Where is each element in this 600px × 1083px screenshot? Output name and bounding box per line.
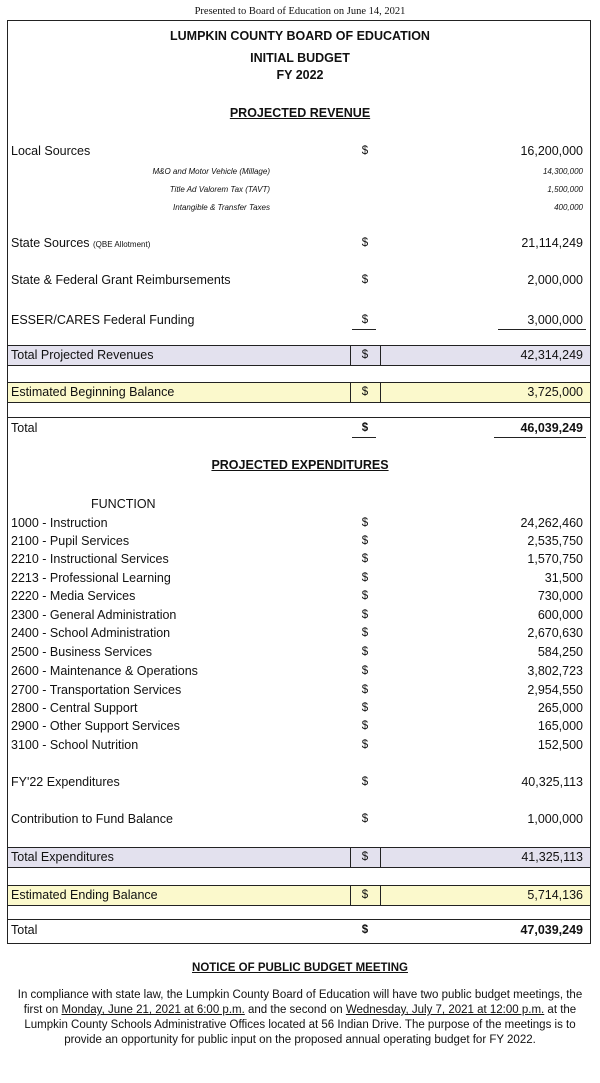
dollar-sign: $ [361, 274, 369, 286]
expenditure-item-label: 3100 - School Nutrition [11, 738, 139, 752]
expenditure-item-label: 2100 - Pupil Services [11, 534, 130, 548]
dollar-sign: $ [361, 553, 369, 565]
column-divider [350, 382, 351, 403]
dollar-sign: $ [361, 349, 369, 361]
ending-balance-label: Estimated Ending Balance [11, 888, 158, 902]
sub-intangible-amount: 400,000 [554, 203, 583, 212]
dollar-sign: $ [361, 851, 369, 863]
dollar-sign: $ [361, 145, 369, 157]
expenditure-item-amount: 31,500 [544, 571, 583, 585]
expenditure-item-amount: 152,500 [537, 738, 583, 752]
underline [498, 329, 586, 330]
total-expenditures-label: Total Expenditures [11, 850, 114, 864]
presented-note: Presented to Board of Education on June 14, 2021 [194, 6, 406, 17]
dollar-sign: $ [361, 720, 369, 732]
dollar-sign: $ [361, 517, 369, 529]
total-revenues-label: Total Projected Revenues [11, 348, 154, 362]
notice-paragraph: In compliance with state law, the Lumpkin County Board of Education will have two public budget meetings, the first on Monday, June 21, 2021 at 6:00 p.m. and the second on Wednesday, July 7, 2021 at 12:00 p.m. at the Lumpkin County Schools Administrative Offices located at 56 Indian Drive. The purpose of the meetings is to provide an opportunity for public input on the proposed annual operating budget for FY 2022. [17, 989, 583, 1046]
local-sources-label: Local Sources [11, 144, 91, 158]
sub-millage-label: M&O and Motor Vehicle (Millage) [152, 167, 270, 176]
org-title: LUMPKIN COUNTY BOARD OF EDUCATION [170, 29, 430, 43]
dollar-sign: $ [361, 684, 369, 696]
dollar-sign: $ [361, 590, 369, 602]
contribution-label: Contribution to Fund Balance [11, 812, 173, 826]
dollar-sign: $ [361, 646, 369, 658]
esser-label: ESSER/CARES Federal Funding [11, 313, 195, 327]
dollar-sign: $ [361, 314, 369, 326]
column-divider [380, 885, 381, 906]
dollar-sign: $ [361, 924, 369, 936]
beginning-balance-label: Estimated Beginning Balance [11, 385, 175, 399]
expenditure-item-label: 2210 - Instructional Services [11, 552, 169, 566]
column-divider [350, 847, 351, 868]
revenue-total-label: Total [11, 421, 38, 435]
expenditure-item-amount: 1,570,750 [527, 552, 583, 566]
expenditure-item-label: 2400 - School Administration [11, 626, 171, 640]
expenditure-item-amount: 165,000 [537, 719, 583, 733]
function-header: FUNCTION [91, 497, 156, 511]
dollar-sign: $ [361, 386, 369, 398]
expenditure-item-amount: 584,250 [537, 645, 583, 659]
expenditure-item-amount: 3,802,723 [527, 664, 583, 678]
expenditure-item-label: 2900 - Other Support Services [11, 719, 180, 733]
contribution-amount: 1,000,000 [527, 812, 583, 826]
dollar-sign: $ [361, 702, 369, 714]
meeting-date-1: Monday, June 21, 2021 at 6:00 p.m. [61, 1004, 245, 1016]
dollar-sign: $ [361, 609, 369, 621]
column-divider [350, 885, 351, 906]
state-sources-amount: 21,114,249 [521, 236, 583, 250]
expenditure-item-label: 2213 - Professional Learning [11, 571, 171, 585]
expenditure-item-amount: 265,000 [537, 701, 583, 715]
column-divider [380, 345, 381, 366]
dollar-sign: $ [361, 739, 369, 751]
dollar-sign: $ [361, 237, 369, 249]
dollar-sign: $ [361, 535, 369, 547]
dollar-sign: $ [361, 627, 369, 639]
ending-balance-amount: 5,714,136 [527, 888, 583, 902]
expenditure-item-label: 2300 - General Administration [11, 608, 177, 622]
expenditure-item-label: 2500 - Business Services [11, 645, 153, 659]
expenditure-total-amount: 47,039,249 [520, 923, 583, 937]
sub-intangible-label: Intangible & Transfer Taxes [173, 203, 270, 212]
notice-title: NOTICE OF PUBLIC BUDGET MEETING [192, 962, 408, 974]
dollar-sign: $ [361, 422, 369, 434]
expenditure-item-amount: 600,000 [537, 608, 583, 622]
local-sources-amount: 16,200,000 [520, 144, 583, 158]
sub-tavt-amount: 1,500,000 [547, 185, 583, 194]
expenditure-item-amount: 730,000 [537, 589, 583, 603]
total-revenues-amount: 42,314,249 [520, 348, 583, 362]
expenditure-item-amount: 2,670,630 [527, 626, 583, 640]
meeting-date-2: Wednesday, July 7, 2021 at 12:00 p.m. [345, 1004, 545, 1016]
fy22-expenditures-amount: 40,325,113 [521, 775, 583, 789]
sub-tavt-label: Title Ad Valorem Tax (TAVT) [169, 185, 270, 194]
doc-title: INITIAL BUDGET [250, 51, 350, 65]
underline [352, 437, 376, 438]
dollar-sign: $ [361, 776, 369, 788]
expenditure-item-amount: 2,535,750 [527, 534, 583, 548]
underline [494, 437, 586, 438]
budget-frame [7, 20, 591, 944]
esser-amount: 3,000,000 [527, 313, 583, 327]
expenditure-item-label: 2700 - Transportation Services [11, 683, 182, 697]
expenditure-item-label: 2600 - Maintenance & Operations [11, 664, 198, 678]
column-divider [380, 847, 381, 868]
expenditure-item-amount: 24,262,460 [520, 516, 583, 530]
state-sources-label: State Sources (QBE Allotment) [11, 236, 151, 250]
dollar-sign: $ [361, 889, 369, 901]
expenditure-item-label: 2220 - Media Services [11, 589, 136, 603]
sub-millage-amount: 14,300,000 [542, 167, 583, 176]
beginning-balance-amount: 3,725,000 [527, 385, 583, 399]
expenditure-item-label: 2800 - Central Support [11, 701, 138, 715]
column-divider [380, 382, 381, 403]
total-expenditures-amount: 41,325,113 [521, 850, 583, 864]
dollar-sign: $ [361, 813, 369, 825]
revenue-total-amount: 46,039,249 [520, 421, 583, 435]
expenditure-total-label: Total [11, 923, 38, 937]
dollar-sign: $ [361, 572, 369, 584]
expenditure-item-amount: 2,954,550 [527, 683, 583, 697]
grants-label: State & Federal Grant Reimbursements [11, 273, 231, 287]
expenditure-item-label: 1000 - Instruction [11, 516, 108, 530]
dollar-sign: $ [361, 665, 369, 677]
expenditures-section-title: PROJECTED EXPENDITURES [211, 458, 389, 472]
fy22-expenditures-label: FY'22 Expenditures [11, 775, 120, 789]
divider [8, 919, 590, 920]
fy-title: FY 2022 [276, 68, 324, 82]
divider [8, 417, 590, 418]
underline [352, 329, 376, 330]
grants-amount: 2,000,000 [527, 273, 583, 287]
revenue-section-title: PROJECTED REVENUE [229, 106, 371, 120]
column-divider [350, 345, 351, 366]
